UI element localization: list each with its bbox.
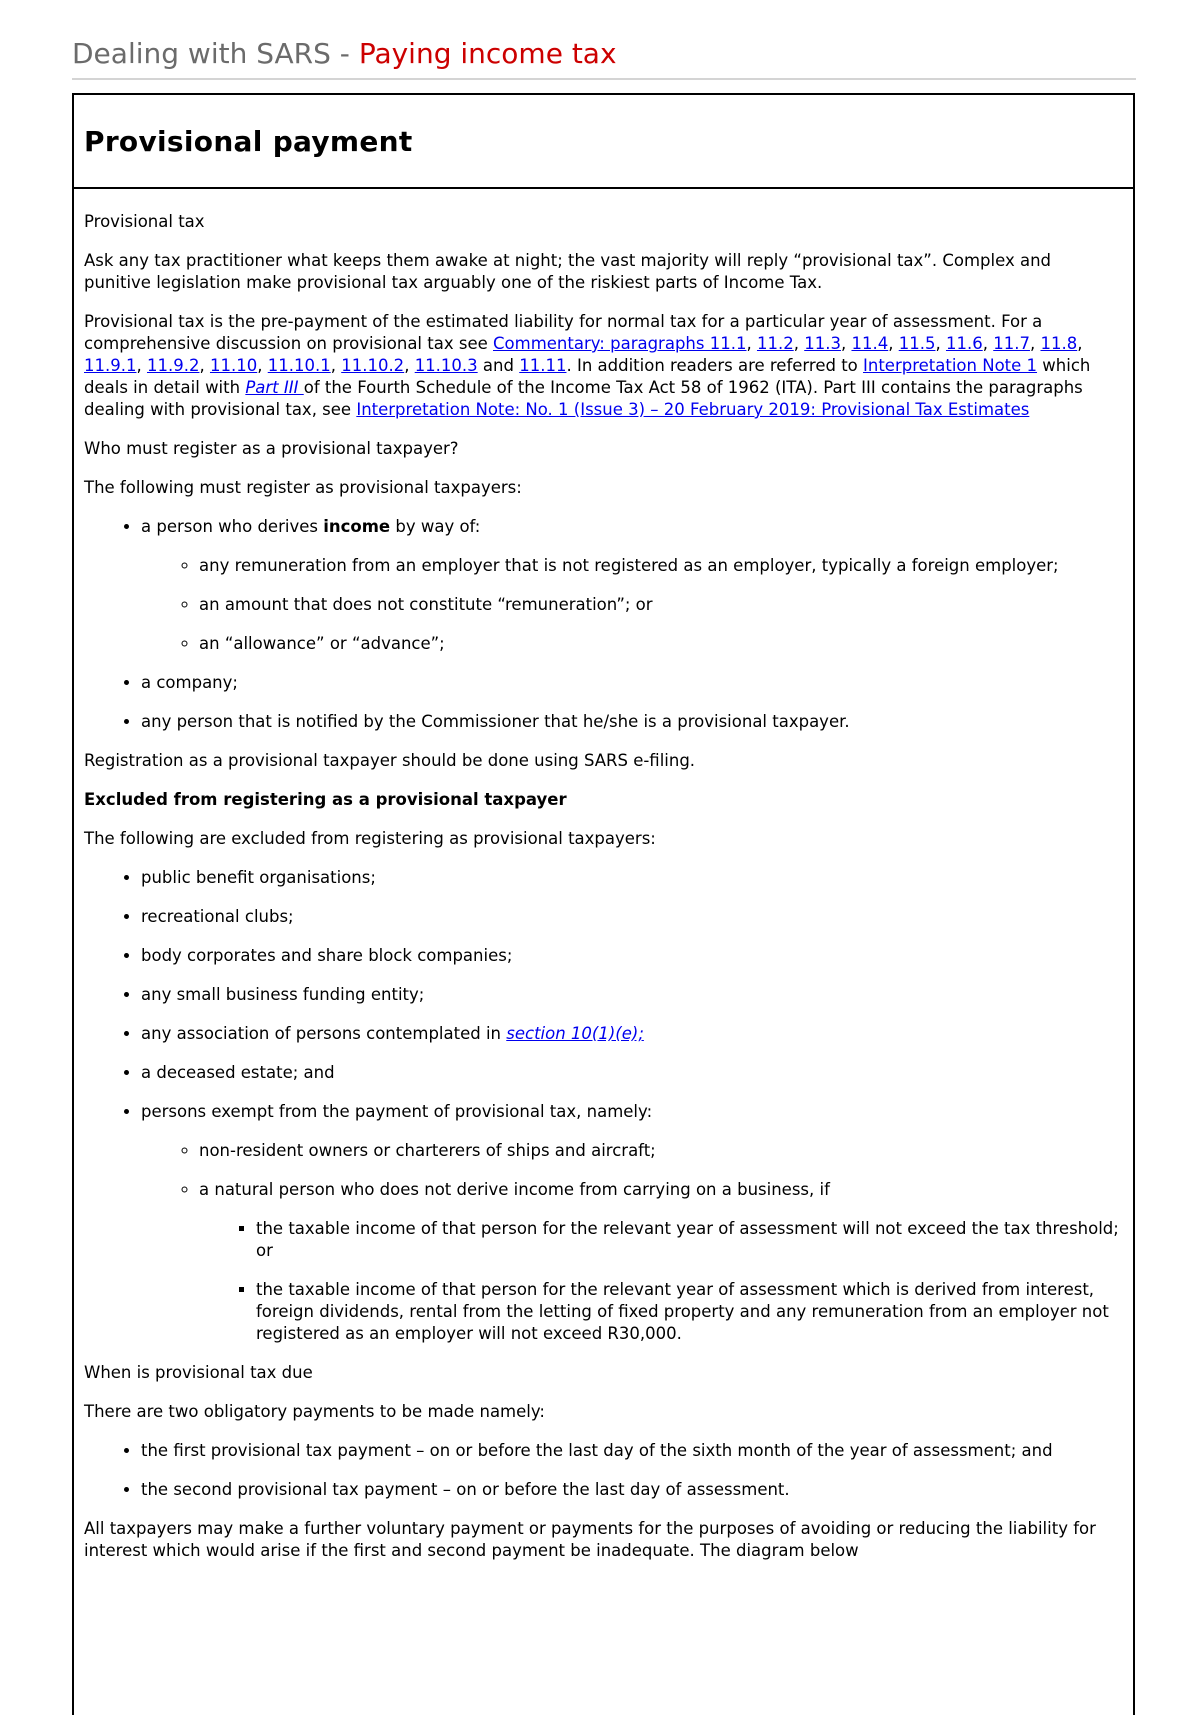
separator: ,: [888, 334, 899, 353]
text: any association of persons contemplated in: [141, 1024, 507, 1043]
list-item: ◦ an “allowance” or “advance”;: [199, 633, 1123, 655]
link-part-iii[interactable]: Part III: [245, 378, 304, 397]
page-title-section: Paying income tax: [358, 37, 617, 70]
link-11-6[interactable]: 11.6: [945, 334, 983, 353]
heading-excluded: [84, 789, 1123, 811]
link-11-10-3[interactable]: 11.10.3: [414, 356, 478, 375]
bold-income: income: [323, 517, 391, 536]
text: a natural person who does not derive income from carrying on a business, if: [199, 1180, 830, 1199]
text: a person who derives: [141, 517, 324, 536]
text: Provisional tax is the pre-payment of the estimated liability for normal tax for a particular year of assessment. For a comprehensive discussion on provisional tax see: [84, 312, 1043, 353]
sub-sub-list-natural-person: [199, 1218, 1123, 1345]
separator: ,: [840, 334, 852, 353]
content-box: [72, 93, 1135, 1715]
link-11-5[interactable]: 11.5: [898, 334, 936, 353]
link-11-7[interactable]: 11.7: [993, 334, 1030, 353]
separator: ,: [199, 356, 210, 375]
list-item: [199, 1179, 1123, 1345]
paragraph-two-payments: There are two obligatory payments to be made namely:: [84, 1402, 545, 1421]
separator: ,: [1077, 334, 1083, 353]
link-11-11[interactable]: 11.11: [519, 356, 567, 375]
list-item: • body corporates and share block companies;: [141, 945, 1123, 967]
link-11-8[interactable]: 11.8: [1040, 334, 1078, 353]
text: . In addition readers are referred to: [566, 356, 864, 375]
list-item: • the second provisional tax payment – on or before the last day of assessment.: [141, 1479, 1123, 1501]
list-item: ◦ an amount that does not constitute “remuneration”; or: [199, 594, 1123, 616]
link-interpretation-note-issue-3[interactable]: Interpretation Note: No. 1 (Issue 3) – 20 February 2019: Provisional Tax Estimates: [356, 400, 1030, 419]
paragraph-registration: Registration as a provisional taxpayer should be done using SARS e-filing.: [84, 751, 696, 770]
text: persons exempt from the payment of provisional tax, namely:: [141, 1102, 653, 1121]
list-item: • public benefit organisations;: [141, 867, 1123, 889]
box-header: [74, 95, 1133, 189]
list-item: [141, 1023, 1123, 1045]
list-item: • recreational clubs;: [141, 906, 1123, 928]
separator: ,: [404, 356, 415, 375]
link-11-2[interactable]: 11.2: [756, 334, 794, 353]
question-who-must-register: Who must register as a provisional taxpayer?: [84, 439, 459, 458]
separator: ,: [330, 356, 342, 375]
box-body: [74, 189, 1133, 1562]
page-header: [72, 36, 1136, 80]
paragraph-voluntary-payment: All taxpayers may make a further voluntary payment or payments for the purposes of avoiding or reducing the liability for interest which would arise if the first and second payment be inadequate. The diagram below: [84, 1519, 1096, 1560]
list-item: ◦ any remuneration from an employer that is not registered as an employer, typically a foreign employer;: [199, 555, 1123, 577]
link-interpretation-note-1[interactable]: Interpretation Note 1: [863, 356, 1038, 375]
page-title-prefix: Dealing with SARS -: [72, 37, 359, 70]
list-payments: [84, 1440, 1123, 1501]
link-11-10[interactable]: 11.10: [209, 356, 258, 375]
list-item: ▪ the taxable income of that person for the relevant year of assessment will not exceed the tax threshold; or: [256, 1218, 1123, 1262]
paragraph-intro: Ask any tax practitioner what keeps them awake at night; the vast majority will reply “provisional tax”. Complex and punitive legislation make provisional tax arguably one of the riskiest parts of Income Tax.: [84, 251, 1051, 292]
paragraph-excluded: The following are excluded from registering as provisional taxpayers:: [84, 829, 656, 848]
list-must-register: [84, 516, 1123, 733]
link-11-10-2[interactable]: 11.10.2: [341, 356, 405, 375]
link-section-10-1-e[interactable]: section 10(1)(e);: [506, 1024, 644, 1043]
separator: ,: [935, 334, 946, 353]
bold-heading: Excluded from registering as a provisional taxpayer: [84, 790, 567, 809]
list-item: • the first provisional tax payment – on or before the last day of the sixth month of the year of assessment; and: [141, 1440, 1123, 1462]
sub-list-income: [141, 555, 1123, 655]
link-11-9-2[interactable]: 11.9.2: [146, 356, 200, 375]
list-item: • any person that is notified by the Commissioner that he/she is a provisional taxpayer.: [141, 711, 1123, 733]
list-item: • a company;: [141, 672, 1123, 694]
sub-list-exempt: [141, 1140, 1123, 1345]
paragraph-must-register: The following must register as provisional taxpayers:: [84, 478, 522, 497]
section-heading: Provisional payment: [84, 124, 413, 158]
question-when-due: When is provisional tax due: [84, 1363, 313, 1382]
separator: ,: [982, 334, 994, 353]
text: which deals in detail with: [84, 356, 1091, 397]
paragraph-provisional-tax: Provisional tax: [84, 212, 205, 231]
link-commentary-11-1[interactable]: Commentary: paragraphs 11.1: [493, 334, 747, 353]
list-item: • a deceased estate; and: [141, 1062, 1123, 1084]
text: by way of:: [390, 517, 481, 536]
link-11-3[interactable]: 11.3: [804, 334, 841, 353]
list-item: [141, 516, 1123, 655]
link-11-4[interactable]: 11.4: [851, 334, 889, 353]
list-item: • any small business funding entity;: [141, 984, 1123, 1006]
list-excluded: [84, 867, 1123, 1345]
paragraph-definition: [84, 311, 1123, 421]
separator: ,: [746, 334, 757, 353]
separator: ,: [1029, 334, 1041, 353]
header-divider: [72, 78, 1136, 80]
text: of the Fourth Schedule of the Income Tax Act 58 of 1962 (ITA). Part III contains the paragraphs dealing with provisional tax, see: [84, 378, 1083, 419]
separator: ,: [136, 356, 147, 375]
separator: ,: [793, 334, 805, 353]
list-item: ◦ non-resident owners or charterers of ships and aircraft;: [199, 1140, 1123, 1162]
separator: ,: [257, 356, 268, 375]
link-11-9-1[interactable]: 11.9.1: [84, 356, 137, 375]
page-title: [72, 36, 1136, 72]
list-item: ▪ the taxable income of that person for the relevant year of assessment which is derived from interest, foreign dividends, rental from the letting of fixed property and any remuneration from an employer not registered as an employer will not exceed R30,000.: [256, 1279, 1123, 1345]
link-11-10-1[interactable]: 11.10.1: [267, 356, 331, 375]
list-item: [141, 1101, 1123, 1345]
conjunction: and: [477, 356, 520, 375]
